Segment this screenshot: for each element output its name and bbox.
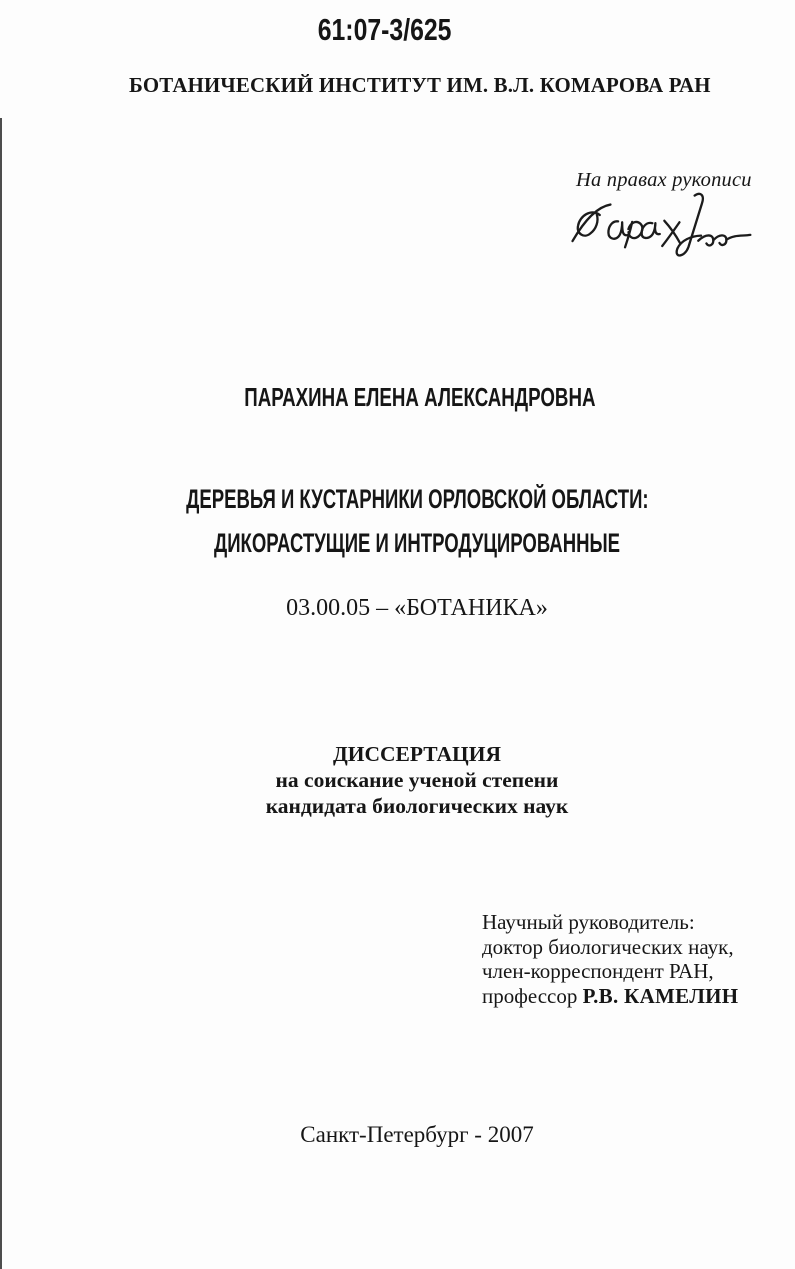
- institution-name-text: БОТАНИЧЕСКИЙ ИНСТИТУТ ИМ. В.Л. КОМАРОВА РАН: [129, 73, 711, 97]
- degree-line-1: на соискание ученой степени: [275, 768, 559, 792]
- degree-line-2: кандидата биологических наук: [265, 794, 569, 818]
- institution-name: [45, 73, 795, 98]
- title-line-1: ДЕРЕВЬЯ И КУСТАРНИКИ ОРЛОВСКОЙ ОБЛАСТИ:: [185, 484, 649, 514]
- title-line-2: ДИКОРАСТУЩИЕ И ИНТРОДУЦИРОВАННЫЕ: [213, 528, 621, 558]
- supervisor-name: Р.В. КАМЕЛИН: [582, 983, 739, 1008]
- handwritten-signature: [565, 187, 753, 265]
- city-year: Санкт-Петербург - 2007: [300, 1122, 534, 1147]
- dissertation-title: [39, 477, 795, 565]
- manuscript-rights-note: На правах рукописи: [576, 169, 752, 191]
- author-name: [45, 382, 795, 413]
- dissertation-statement: [39, 741, 795, 819]
- scan-edge-line: [0, 118, 2, 1269]
- supervisor-block: [482, 910, 738, 1008]
- supervisor-heading: Научный руководитель:: [482, 910, 695, 934]
- author-name-text: ПАРАХИНА ЕЛЕНА АЛЕКСАНДРОВНА: [244, 382, 596, 412]
- supervisor-membership: член-корреспондент РАН,: [482, 959, 714, 984]
- specialty-code: 03.00.05 – «БОТАНИКА»: [286, 595, 548, 621]
- supervisor-name-line: [482, 984, 738, 1009]
- dissertation-heading: ДИССЕРТАЦИЯ: [332, 742, 502, 766]
- supervisor-title-prefix: профессор: [482, 983, 583, 1008]
- supervisor-degree: доктор биологических наук,: [482, 934, 734, 959]
- catalog-number: [0, 12, 770, 48]
- catalog-number-text: 61:07-3/625: [318, 12, 452, 47]
